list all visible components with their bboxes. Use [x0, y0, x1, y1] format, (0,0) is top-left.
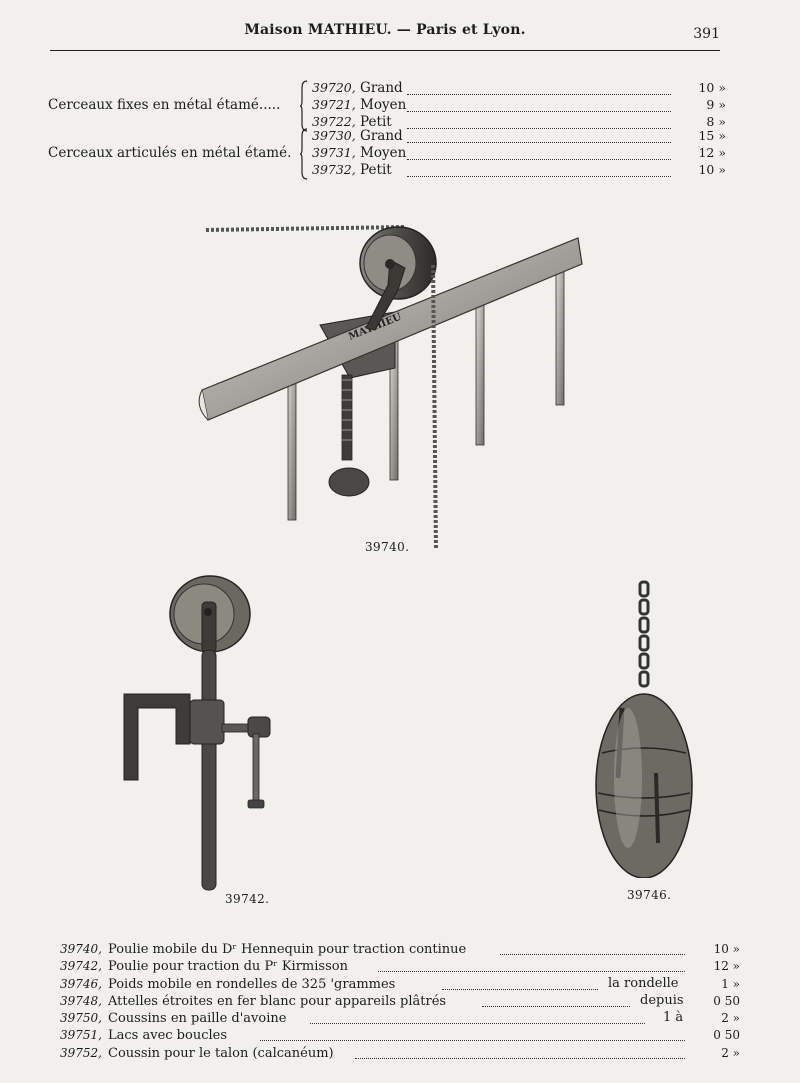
- dot-leader: [355, 1046, 685, 1059]
- price-row: [312, 97, 726, 114]
- item-size: Moyen: [360, 97, 407, 113]
- product-description: Lacs avec boucles: [108, 1028, 227, 1044]
- group-label: Cerceaux articulés en métal étamé.: [48, 145, 292, 161]
- dot-leader: [482, 994, 630, 1007]
- product-price: 0 50: [713, 1028, 740, 1043]
- product-price: 2 »: [721, 1011, 740, 1026]
- product-price: 0 50: [713, 993, 740, 1008]
- item-price: 10 »: [698, 162, 726, 177]
- product-price: 12 »: [713, 959, 740, 974]
- item-ref: 39730,: [312, 128, 356, 143]
- product-price-list: [60, 942, 740, 1063]
- item-ref: 39721,: [312, 97, 356, 112]
- item-price: 10 »: [698, 80, 726, 95]
- dot-leader: [407, 128, 671, 143]
- price-row: [312, 145, 726, 162]
- product-description: Poulie mobile du Dʳ Hennequin pour traction continue: [108, 942, 467, 957]
- product-row: [60, 977, 740, 994]
- pulley-clamp-illustration: [118, 572, 278, 897]
- product-row: [60, 942, 740, 959]
- item-ref: 39720,: [312, 80, 356, 95]
- product-description: Attelles étroites en fer blanc pour appareils plâtrés: [108, 993, 447, 1009]
- page-number: 391: [693, 26, 720, 42]
- product-row: [60, 1011, 740, 1028]
- product-note: depuis: [640, 992, 684, 1008]
- dot-leader: [407, 80, 671, 95]
- price-row: [312, 80, 726, 97]
- weight-illustration: [592, 578, 702, 878]
- brace: [300, 128, 308, 180]
- dot-leader: [500, 942, 685, 955]
- product-ref: 39742,: [60, 959, 102, 974]
- dot-leader: [442, 977, 598, 990]
- product-row: [60, 1046, 740, 1063]
- pulley-on-bar-illustration: [190, 220, 600, 560]
- figure-caption: 39746.: [627, 888, 672, 902]
- dot-leader: [407, 97, 671, 112]
- product-description: Poulie pour traction du Pʳ Kirmisson: [108, 959, 348, 975]
- product-row: [60, 1028, 740, 1045]
- item-price: 15 »: [698, 128, 726, 143]
- dot-leader: [407, 145, 671, 160]
- dot-leader: [407, 114, 671, 129]
- item-size: Petit: [360, 162, 392, 178]
- figure-caption: 39740.: [365, 540, 410, 554]
- item-size: Moyen: [360, 145, 407, 161]
- product-ref: 39746,: [60, 976, 102, 991]
- dot-leader: [260, 1028, 685, 1041]
- item-ref: 39722,: [312, 114, 356, 129]
- header-rule: [50, 50, 720, 51]
- dot-leader: [407, 162, 671, 177]
- item-ref: 39732,: [312, 162, 356, 177]
- price-row: [312, 162, 726, 179]
- price-group-articulated-hoops: [48, 128, 726, 180]
- item-size: Grand: [360, 80, 403, 96]
- product-ref: 39751,: [60, 1028, 102, 1043]
- brace: [300, 80, 308, 132]
- product-row: [60, 959, 740, 976]
- page-title: Maison MATHIEU. — Paris et Lyon.: [244, 22, 526, 38]
- product-ref: 39752,: [60, 1045, 102, 1060]
- product-note: la rondelle: [608, 975, 679, 991]
- figure-caption: 39742.: [225, 892, 270, 906]
- item-price: 12 »: [698, 145, 726, 160]
- item-ref: 39731,: [312, 145, 356, 160]
- product-ref: 39740,: [60, 942, 102, 956]
- item-price: 8 »: [706, 114, 726, 129]
- product-description: Coussins en paille d'avoine: [108, 1011, 287, 1027]
- product-description: Poids mobile en rondelles de 325 'grammes: [108, 976, 396, 992]
- product-note: 1 à: [663, 1010, 684, 1026]
- item-size: Grand: [360, 128, 403, 144]
- product-price: 1 »: [721, 976, 740, 991]
- dot-leader: [310, 1011, 645, 1024]
- product-ref: 39748,: [60, 993, 102, 1008]
- price-row: [312, 128, 726, 145]
- product-price: 10 »: [713, 942, 740, 956]
- item-price: 9 »: [706, 97, 726, 112]
- group-label: Cerceaux fixes en métal étamé.....: [48, 97, 281, 113]
- dot-leader: [378, 959, 685, 972]
- product-row: [60, 994, 740, 1011]
- product-price: 2 »: [721, 1045, 740, 1060]
- price-group-fixed-hoops: [48, 80, 726, 132]
- product-ref: 39750,: [60, 1011, 102, 1026]
- item-size: Petit: [360, 114, 392, 130]
- product-description: Coussin pour le talon (calcanéum): [108, 1045, 334, 1061]
- page-header: [50, 22, 720, 46]
